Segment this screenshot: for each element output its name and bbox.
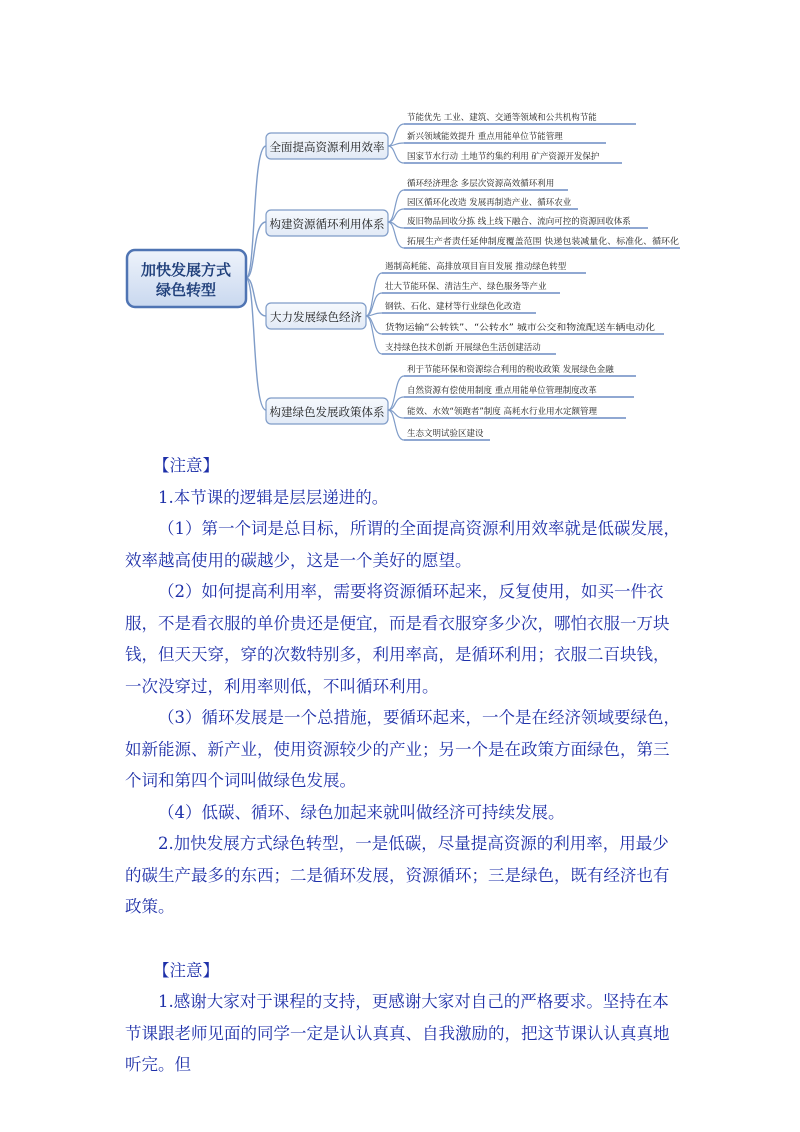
branch-item: 国家节水行动 土地节约集约利用 矿产资源开发保护: [407, 152, 600, 162]
branch-label: 构建资源循环利用体系: [269, 217, 385, 231]
branch-resource-recycling: [266, 178, 680, 248]
root-line-1: 加快发展方式: [140, 261, 232, 279]
branch-resource-efficiency: [266, 112, 636, 163]
branch-item: 壮大节能环保、清洁生产、绿色服务等产业: [385, 282, 547, 292]
branch-item: 能效、水效“领跑者”制度 高耗水行业用水定额管理: [407, 407, 598, 417]
note-paragraph: 1.感谢大家对于课程的支持，更感谢大家对自己的严格要求。坚持在本节课跟老师见面的同学一定是认认真真、自我激励的，把这节课认认真真地听完。但: [125, 992, 670, 1074]
section-spacer: [125, 923, 685, 955]
branch-item: 拓展生产者责任延伸制度覆盖范围 快递包装减量化、标准化、循环化: [407, 237, 665, 247]
branch-label: 大力发展绿色经济: [270, 310, 362, 324]
note-paragraph: 2.加快发展方式绿色转型，一是低碳，尽量提高资源的利用率，用最少的碳生产最多的东西；二是循环发展，资源循环；三是绿色，既有经济也有政策。: [125, 834, 670, 916]
branch-item: 自然资源有偿使用制度 重点用能单位管理制度改革: [407, 386, 597, 396]
branch-green-economy: [266, 261, 664, 354]
branch-item: 钢铁、石化、建材等行业绿色化改造: [385, 302, 522, 312]
note-paragraph: （3）循环发展是一个总措施，要循环起来，一个是在经济领域要绿色，如新能源、新产业，使用资源较少的产业；另一个是在政策方面绿色，第三个词和第四个词叫做绿色发展。: [125, 708, 680, 790]
branch-item: 货物运输“公转铁”、“公转水” 城市公交和物流配送车辆电动化: [385, 323, 618, 333]
note-paragraph: 1.本节课的逻辑是层层递进的。: [158, 487, 389, 507]
note-heading: 【注意】: [153, 456, 219, 475]
root-line-2: 绿色转型: [155, 281, 217, 299]
branch-label: 全面提高资源利用效率: [269, 140, 385, 154]
root-node: [127, 250, 246, 307]
branch-label: 构建绿色发展政策体系: [269, 405, 385, 419]
note-heading: 【注意】: [153, 960, 219, 980]
note-paragraph: （4）低碳、循环、绿色加起来就叫做经济可持续发展。: [158, 802, 565, 822]
note-paragraph: （1）第一个词是总目标，所谓的全面提高资源利用效率就是低碳发展，效率越高使用的碳越少，这是一个美好的愿望。: [125, 519, 680, 570]
branch-item: 新兴领域能效提升 重点用能单位节能管理: [407, 132, 563, 142]
branch-item: 废旧物品回收分拣 线上线下融合、流向可控的资源回收体系: [407, 217, 631, 227]
branch-item: 园区循环化改造 发展再制造产业、循环农业: [407, 198, 572, 208]
branch-green-policy: [266, 364, 636, 440]
branch-item: 支持绿色技术创新 开展绿色生活创建活动: [385, 343, 541, 353]
mind-map: [0, 0, 800, 450]
branch-item: 循环经济理念 多层次资源高效循环利用: [407, 179, 555, 189]
note-paragraph: （2）如何提高利用率，需要将资源循环起来，反复使用，如买一件衣服，不是看衣服的单价贵还是便宜，而是看衣服穿多少次，哪怕衣服一万块钱，但天天穿，穿的次数特别多，利用率高，是循环利用；衣服二百块钱，一次没穿过，利用率则低，不叫循环利用。: [125, 582, 670, 696]
notes-section: [125, 450, 685, 1081]
root-connectors: [246, 146, 266, 410]
branch-item: 节能优先 工业、建筑、交通等领域和公共机构节能: [407, 113, 597, 123]
branch-item: 利于节能环保和资源综合利用的税收政策 发展绿色金融: [407, 365, 614, 375]
branch-item: 生态文明试验区建设: [407, 429, 484, 439]
branch-item: 遏制高耗能、高排放项目盲目发展 推动绿色转型: [385, 262, 567, 272]
